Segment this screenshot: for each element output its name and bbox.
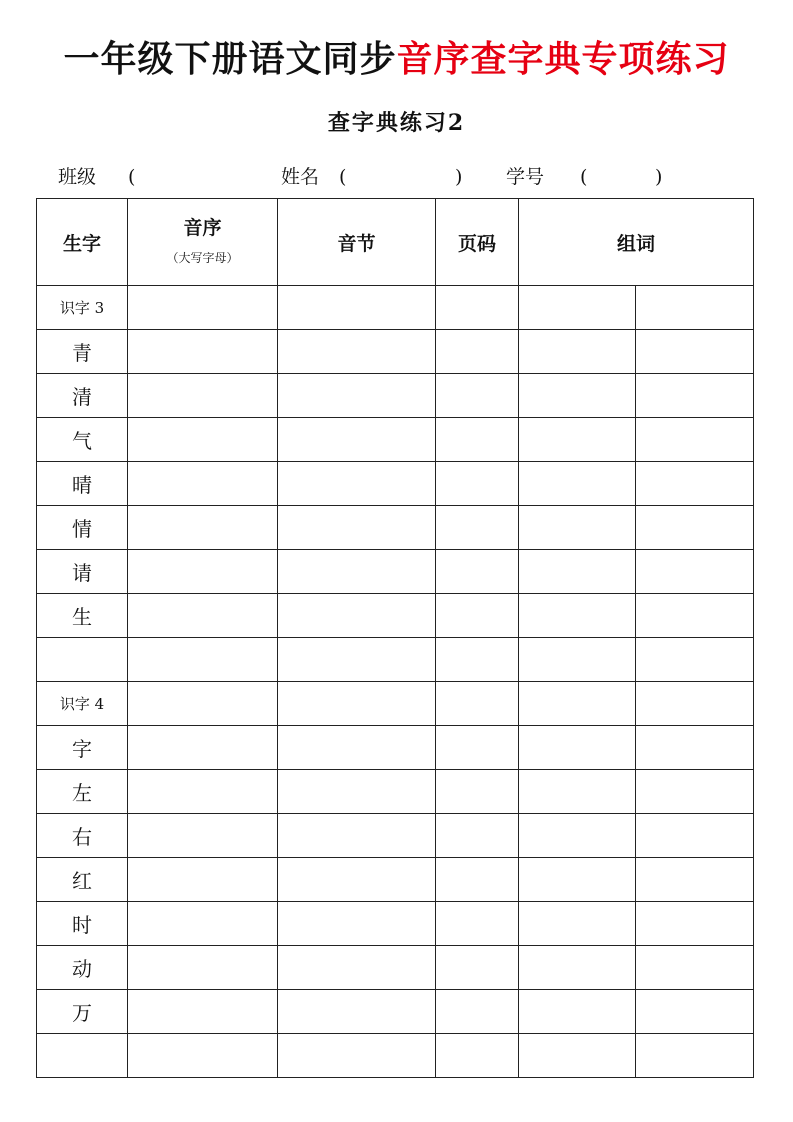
character-cell: 时 bbox=[37, 902, 128, 946]
page-answer-cell[interactable] bbox=[436, 550, 519, 594]
syllable-answer-cell[interactable] bbox=[278, 330, 436, 374]
header-order bbox=[128, 199, 278, 286]
order-answer-cell[interactable] bbox=[128, 462, 278, 506]
header-order-label: 音序 bbox=[183, 217, 222, 239]
page-answer-cell[interactable] bbox=[436, 1034, 519, 1078]
word-answer-cell-1[interactable] bbox=[519, 418, 636, 462]
title-red-part: 音序查字典专项练习 bbox=[396, 39, 730, 80]
syllable-answer-cell[interactable] bbox=[278, 374, 436, 418]
character-cell: 右 bbox=[37, 814, 128, 858]
syllable-answer-cell[interactable] bbox=[278, 638, 436, 682]
section-label-cell: 识字 4 bbox=[37, 682, 128, 726]
table-body bbox=[37, 286, 754, 1078]
number-close-paren: ) bbox=[655, 166, 663, 188]
word-answer-cell-2[interactable] bbox=[636, 462, 754, 506]
page-answer-cell[interactable] bbox=[436, 506, 519, 550]
order-answer-cell[interactable] bbox=[128, 374, 278, 418]
number-open-paren: ( bbox=[580, 166, 588, 188]
order-answer-cell[interactable] bbox=[128, 506, 278, 550]
character-cell: 晴 bbox=[37, 462, 128, 506]
name-label: 姓名 bbox=[281, 166, 320, 188]
order-answer-cell[interactable] bbox=[128, 1034, 278, 1078]
page-answer-cell[interactable] bbox=[436, 638, 519, 682]
order-answer-cell[interactable] bbox=[128, 682, 278, 726]
table-row bbox=[37, 682, 754, 726]
word-answer-cell-1[interactable] bbox=[519, 814, 636, 858]
order-answer-cell[interactable] bbox=[128, 418, 278, 462]
word-answer-cell-1[interactable] bbox=[519, 550, 636, 594]
word-answer-cell-1[interactable] bbox=[519, 726, 636, 770]
table-row bbox=[37, 726, 754, 770]
section-label-cell: 识字 3 bbox=[37, 286, 128, 330]
table-row bbox=[37, 902, 754, 946]
class-label: 班级 bbox=[58, 166, 97, 188]
syllable-answer-cell[interactable] bbox=[278, 506, 436, 550]
word-answer-cell-2[interactable] bbox=[636, 594, 754, 638]
page-answer-cell[interactable] bbox=[436, 286, 519, 330]
word-answer-cell-1[interactable] bbox=[519, 506, 636, 550]
table-row bbox=[37, 638, 754, 682]
table-row bbox=[37, 418, 754, 462]
word-answer-cell-2[interactable] bbox=[636, 902, 754, 946]
table-row bbox=[37, 462, 754, 506]
class-open-paren: ( bbox=[128, 166, 136, 188]
syllable-answer-cell[interactable] bbox=[278, 682, 436, 726]
word-answer-cell-2[interactable] bbox=[636, 1034, 754, 1078]
word-answer-cell-1[interactable] bbox=[519, 286, 636, 330]
word-answer-cell-2[interactable] bbox=[636, 330, 754, 374]
page-answer-cell[interactable] bbox=[436, 990, 519, 1034]
order-answer-cell[interactable] bbox=[128, 814, 278, 858]
dictionary-practice-table bbox=[36, 198, 754, 1078]
character-cell: 字 bbox=[37, 726, 128, 770]
page-answer-cell[interactable] bbox=[436, 594, 519, 638]
title-black-part: 一年级下册语文同步 bbox=[63, 39, 397, 80]
header-order-note: （大写字母） bbox=[166, 251, 239, 265]
word-answer-cell-2[interactable] bbox=[636, 814, 754, 858]
order-answer-cell[interactable] bbox=[128, 638, 278, 682]
word-answer-cell-1[interactable] bbox=[519, 330, 636, 374]
student-info-row bbox=[0, 160, 793, 194]
character-cell: 气 bbox=[37, 418, 128, 462]
table-row bbox=[37, 858, 754, 902]
word-answer-cell-1[interactable] bbox=[519, 990, 636, 1034]
syllable-answer-cell[interactable] bbox=[278, 946, 436, 990]
order-answer-cell[interactable] bbox=[128, 594, 278, 638]
character-cell: 青 bbox=[37, 330, 128, 374]
word-answer-cell-2[interactable] bbox=[636, 374, 754, 418]
word-answer-cell-1[interactable] bbox=[519, 902, 636, 946]
word-answer-cell-1[interactable] bbox=[519, 1034, 636, 1078]
word-answer-cell-1[interactable] bbox=[519, 770, 636, 814]
word-answer-cell-2[interactable] bbox=[636, 770, 754, 814]
table-row bbox=[37, 770, 754, 814]
worksheet-subtitle: 查字典练习2 bbox=[327, 110, 466, 136]
syllable-answer-cell[interactable] bbox=[278, 594, 436, 638]
page-answer-cell[interactable] bbox=[436, 462, 519, 506]
page-answer-cell[interactable] bbox=[436, 902, 519, 946]
syllable-answer-cell[interactable] bbox=[278, 902, 436, 946]
page-answer-cell[interactable] bbox=[436, 770, 519, 814]
blank-char-cell bbox=[37, 1034, 128, 1078]
name-open-paren: ( bbox=[339, 166, 347, 188]
syllable-answer-cell[interactable] bbox=[278, 726, 436, 770]
table-row bbox=[37, 814, 754, 858]
order-answer-cell[interactable] bbox=[128, 902, 278, 946]
page-answer-cell[interactable] bbox=[436, 814, 519, 858]
page-answer-cell[interactable] bbox=[436, 858, 519, 902]
syllable-answer-cell[interactable] bbox=[278, 418, 436, 462]
order-answer-cell[interactable] bbox=[128, 286, 278, 330]
page-title bbox=[0, 36, 793, 84]
page-answer-cell[interactable] bbox=[436, 682, 519, 726]
order-answer-cell[interactable] bbox=[128, 946, 278, 990]
word-answer-cell-1[interactable] bbox=[519, 594, 636, 638]
syllable-answer-cell[interactable] bbox=[278, 550, 436, 594]
syllable-answer-cell[interactable] bbox=[278, 286, 436, 330]
character-cell: 清 bbox=[37, 374, 128, 418]
number-label: 学号 bbox=[506, 166, 545, 188]
word-answer-cell-1[interactable] bbox=[519, 462, 636, 506]
word-answer-cell-1[interactable] bbox=[519, 374, 636, 418]
word-answer-cell-2[interactable] bbox=[636, 286, 754, 330]
table-row bbox=[37, 286, 754, 330]
table-row bbox=[37, 594, 754, 638]
table-row bbox=[37, 374, 754, 418]
page-answer-cell[interactable] bbox=[436, 726, 519, 770]
table-row bbox=[37, 506, 754, 550]
word-answer-cell-2[interactable] bbox=[636, 550, 754, 594]
blank-char-cell bbox=[37, 638, 128, 682]
table-row bbox=[37, 1034, 754, 1078]
order-answer-cell[interactable] bbox=[128, 770, 278, 814]
character-cell: 生 bbox=[37, 594, 128, 638]
header-page: 页码 bbox=[436, 199, 519, 286]
word-answer-cell-2[interactable] bbox=[636, 990, 754, 1034]
table-row bbox=[37, 946, 754, 990]
header-words: 组词 bbox=[519, 199, 754, 286]
page-answer-cell[interactable] bbox=[436, 374, 519, 418]
table-row bbox=[37, 330, 754, 374]
character-cell: 左 bbox=[37, 770, 128, 814]
table-header-row bbox=[37, 199, 754, 286]
order-answer-cell[interactable] bbox=[128, 990, 278, 1034]
header-syllable: 音节 bbox=[278, 199, 436, 286]
order-answer-cell[interactable] bbox=[128, 330, 278, 374]
word-answer-cell-2[interactable] bbox=[636, 418, 754, 462]
page-answer-cell[interactable] bbox=[436, 330, 519, 374]
character-cell: 情 bbox=[37, 506, 128, 550]
character-cell: 请 bbox=[37, 550, 128, 594]
header-char: 生字 bbox=[37, 199, 128, 286]
word-answer-cell-2[interactable] bbox=[636, 506, 754, 550]
character-cell: 红 bbox=[37, 858, 128, 902]
syllable-answer-cell[interactable] bbox=[278, 814, 436, 858]
word-answer-cell-1[interactable] bbox=[519, 946, 636, 990]
syllable-answer-cell[interactable] bbox=[278, 990, 436, 1034]
word-answer-cell-1[interactable] bbox=[519, 682, 636, 726]
syllable-answer-cell[interactable] bbox=[278, 770, 436, 814]
syllable-answer-cell[interactable] bbox=[278, 858, 436, 902]
character-cell: 万 bbox=[37, 990, 128, 1034]
order-answer-cell[interactable] bbox=[128, 550, 278, 594]
name-close-paren: ) bbox=[455, 166, 463, 188]
table-row bbox=[37, 990, 754, 1034]
word-answer-cell-2[interactable] bbox=[636, 682, 754, 726]
table-row bbox=[37, 550, 754, 594]
syllable-answer-cell[interactable] bbox=[278, 1034, 436, 1078]
word-answer-cell-2[interactable] bbox=[636, 858, 754, 902]
syllable-answer-cell[interactable] bbox=[278, 462, 436, 506]
word-answer-cell-1[interactable] bbox=[519, 638, 636, 682]
order-answer-cell[interactable] bbox=[128, 726, 278, 770]
word-answer-cell-2[interactable] bbox=[636, 726, 754, 770]
page-answer-cell[interactable] bbox=[436, 418, 519, 462]
word-answer-cell-2[interactable] bbox=[636, 946, 754, 990]
word-answer-cell-2[interactable] bbox=[636, 638, 754, 682]
order-answer-cell[interactable] bbox=[128, 858, 278, 902]
page-answer-cell[interactable] bbox=[436, 946, 519, 990]
word-answer-cell-1[interactable] bbox=[519, 858, 636, 902]
character-cell: 动 bbox=[37, 946, 128, 990]
